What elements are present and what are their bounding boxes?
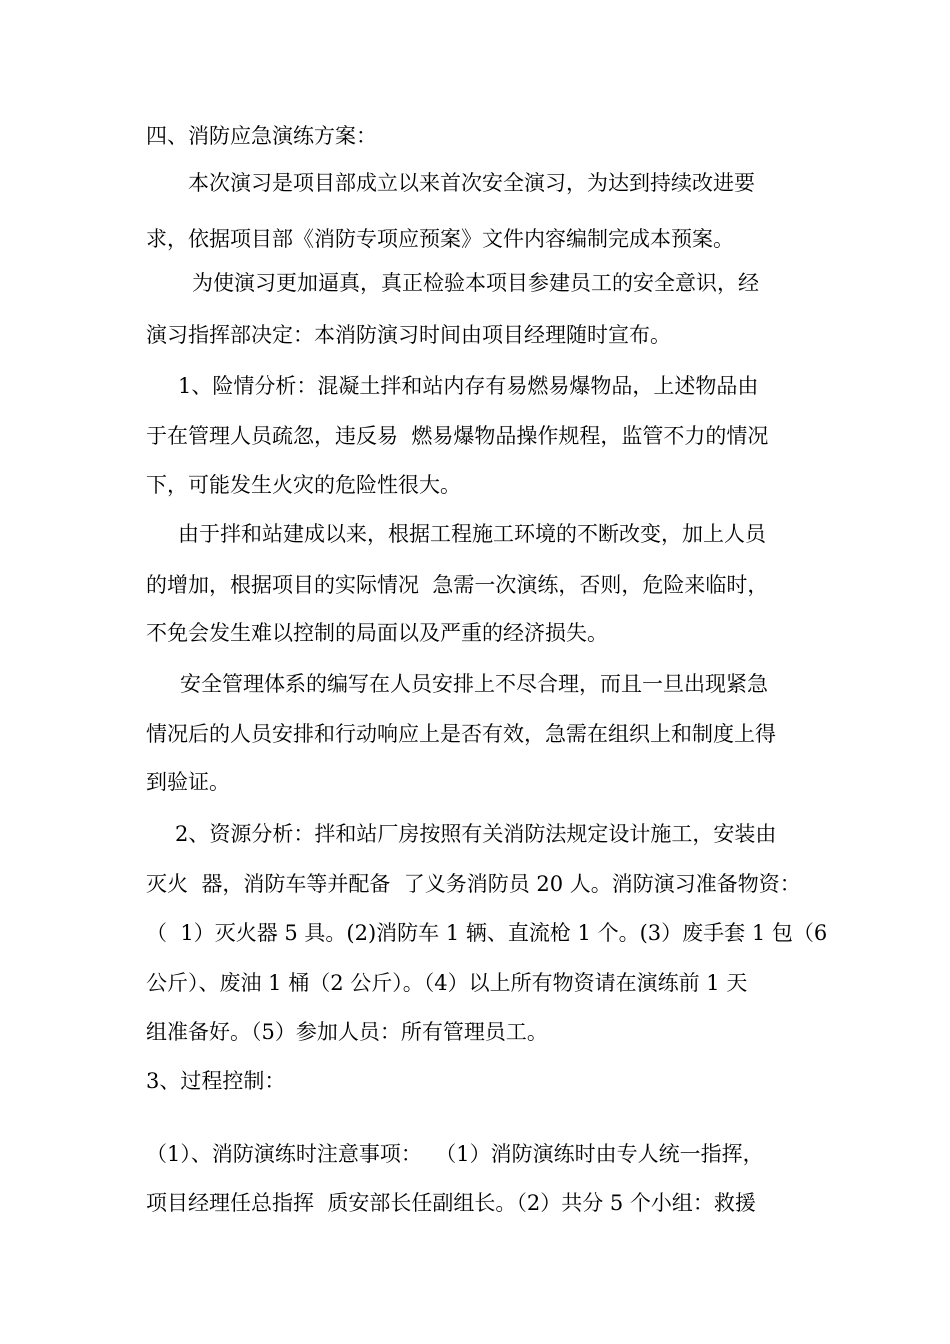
paragraph-line: 求，依据项目部《消防专项应预案》文件内容编制完成本预案。 <box>146 227 734 251</box>
paragraph-line: 于在管理人员疏忽，违反易 燃易爆物品操作规程，监管不力的情况 <box>146 424 769 448</box>
section-heading: 四、消防应急演练方案： <box>146 124 377 148</box>
paragraph-line: 项目经理任总指挥 质安部长任副组长。（2）共分 5 个小组：救援 <box>146 1191 756 1215</box>
paragraph-line: 安全管理体系的编写在人员安排上不尽合理，而且一旦出现紧急 <box>180 672 768 696</box>
paragraph-line: 公斤）、废油 1 桶（2 公斤）。（4）以上所有物资请在演练前 1 天 <box>146 971 748 995</box>
paragraph-line: （ 1）灭火器 5 具。(2)消防车 1 辆、直流枪 1 个。(3）废手套 1 包（6 <box>146 921 828 945</box>
paragraph-line: 组准备好。（5）参加人员：所有管理员工。 <box>146 1020 548 1044</box>
paragraph-line: 下，可能发生火灾的危险性很大。 <box>146 473 461 497</box>
paragraph-line: 情况后的人员安排和行动响应上是否有效，急需在组织上和制度上得 <box>146 722 776 746</box>
paragraph-line: 2、资源分析：拌和站厂房按照有关消防法规定设计施工，安装由 <box>175 822 777 846</box>
paragraph-line: 为使演习更加逼真，真正检验本项目参建员工的安全意识，经 <box>192 271 759 295</box>
paragraph-line: 1、险情分析：混凝土拌和站内存有易燃易爆物品，上述物品由 <box>178 374 759 398</box>
paragraph-line: 演习指挥部决定：本消防演习时间由项目经理随时宣布。 <box>146 323 671 347</box>
section-heading: 3、过程控制： <box>146 1069 286 1093</box>
paragraph-line: 由于拌和站建成以来，根据工程施工环境的不断改变，加上人员 <box>178 522 766 546</box>
paragraph-line: 不免会发生难以控制的局面以及严重的经济损失。 <box>146 621 608 645</box>
paragraph-line: （1）、消防演练时注意事项： （1）消防演练时由专人统一指挥， <box>146 1142 764 1166</box>
paragraph-line: 本次演习是项目部成立以来首次安全演习，为达到持续改进要 <box>188 171 755 195</box>
paragraph-line: 灭火 器，消防车等并配备 了义务消防员 20 人。消防演习准备物资： <box>146 872 801 896</box>
paragraph-line: 的增加，根据项目的实际情况 急需一次演练，否则，危险来临时， <box>146 573 769 597</box>
paragraph-line: 到验证。 <box>146 770 230 794</box>
